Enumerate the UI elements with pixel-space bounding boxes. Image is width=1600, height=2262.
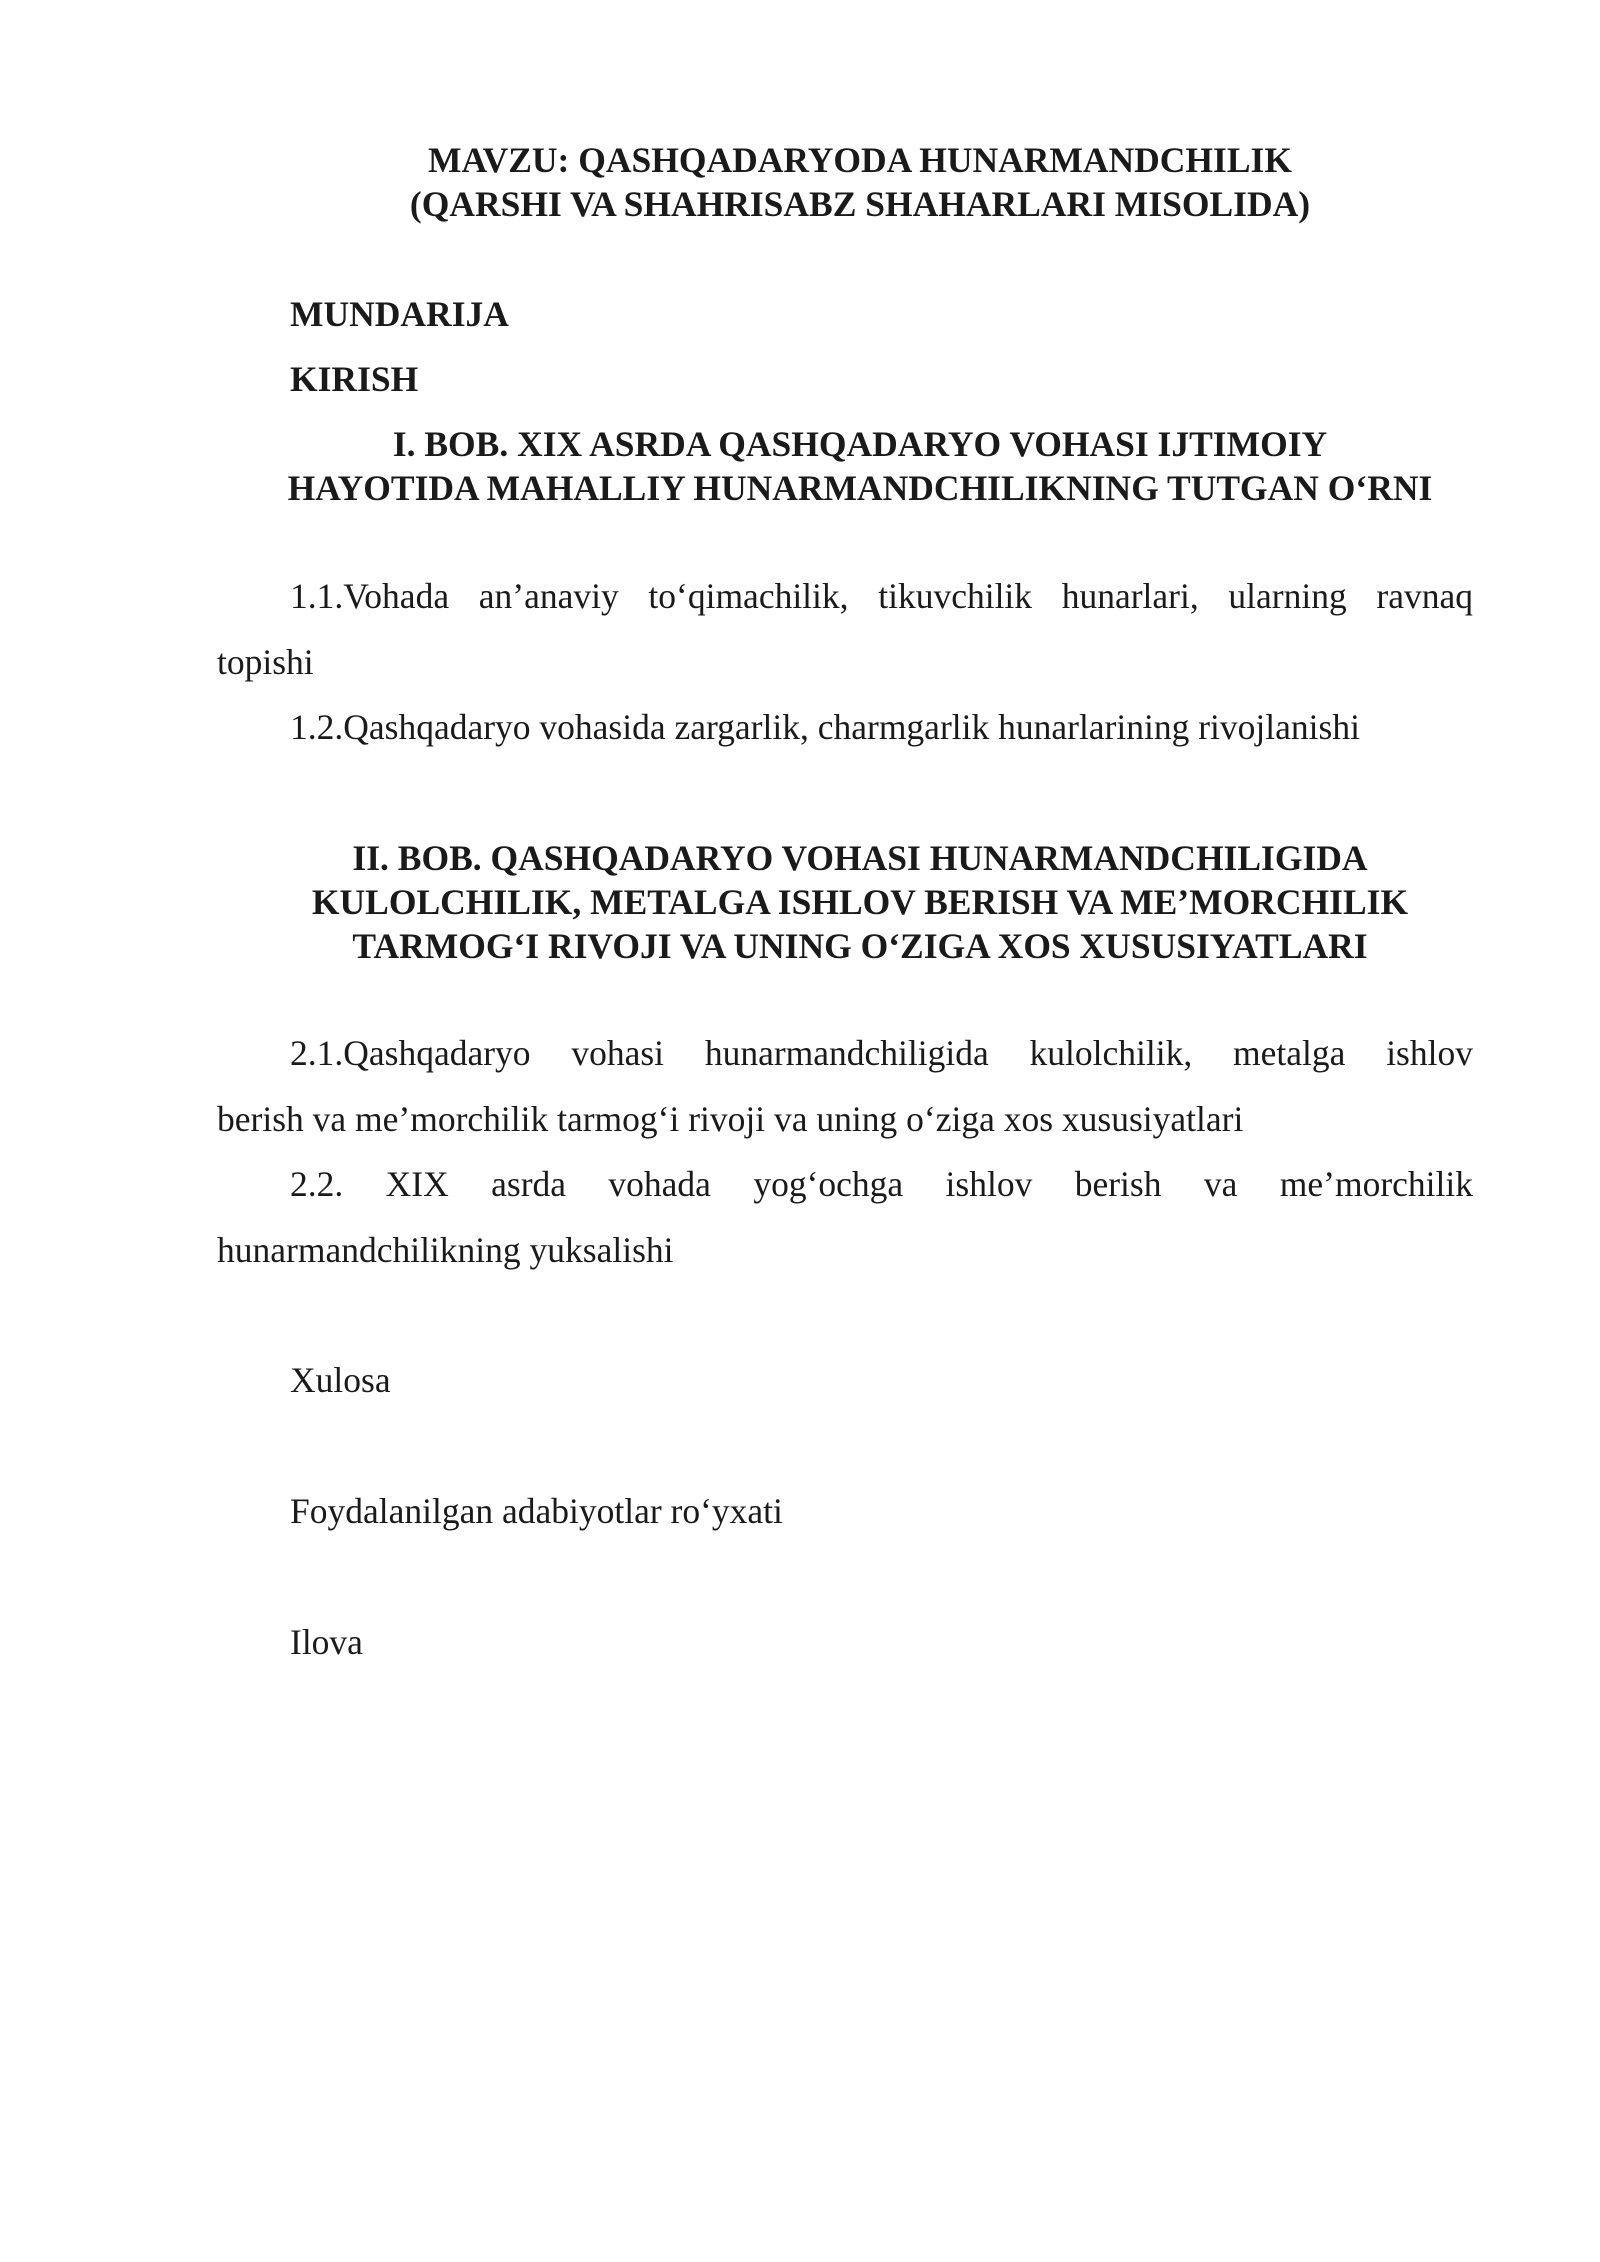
introduction-entry: KIRISH bbox=[290, 359, 419, 399]
appendix-entry: Ilova bbox=[290, 1622, 363, 1662]
title-line-1: MAVZU: QASHQADARYODA HUNARMANDCHILIK bbox=[428, 140, 1292, 180]
conclusion-entry: Xulosa bbox=[290, 1360, 391, 1400]
section-1-2-entry: 1.2.Qashqadaryo vohasida zargarlik, charmgarlik hunarlarining rivojlanishi bbox=[290, 707, 1360, 747]
title-line-2: (QARSHI VA SHAHRISABZ SHAHARLARI MISOLIDA) bbox=[409, 184, 1311, 224]
section-2-1-line-1: 2.1.Qashqadaryo vohasi hunarmandchiligida kulolchilik, metalga ishlov bbox=[290, 1033, 1473, 1073]
contents-heading: MUNDARIJA bbox=[290, 294, 509, 334]
section-1-1-line-2: topishi bbox=[217, 642, 314, 682]
chapter2-heading-line-1: II. BOB. QASHQADARYO VOHASI HUNARMANDCHILIGIDA bbox=[352, 838, 1368, 878]
chapter1-heading-line-1: I. BOB. XIX ASRDA QASHQADARYO VOHASI IJTIMOIY bbox=[392, 424, 1328, 464]
chapter1-heading-line-2: HAYOTIDA MAHALLIY HUNARMANDCHILIKNING TUTGAN O‘RNI bbox=[287, 468, 1433, 508]
chapter2-heading-line-3: TARMOG‘I RIVOJI VA UNING O‘ZIGA XOS XUSUSIYATLARI bbox=[352, 926, 1368, 966]
bibliography-entry: Foydalanilgan adabiyotlar ro‘yxati bbox=[290, 1491, 783, 1531]
section-2-2-line-2: hunarmandchilikning yuksalishi bbox=[217, 1230, 674, 1270]
section-2-1-line-2: berish va me’morchilik tarmog‘i rivoji va uning o‘ziga xos xususiyatlari bbox=[217, 1099, 1244, 1139]
section-1-1-line-1: 1.1.Vohada an’anaviy to‘qimachilik, tikuvchilik hunarlari, ularning ravnaq bbox=[290, 576, 1473, 616]
chapter2-heading-line-2: KULOLCHILIK, METALGA ISHLOV BERISH VA ME’MORCHILIK bbox=[311, 882, 1409, 922]
section-2-2-line-1: 2.2. XIX asrda vohada yog‘ochga ishlov berish va me’morchilik bbox=[290, 1164, 1473, 1204]
